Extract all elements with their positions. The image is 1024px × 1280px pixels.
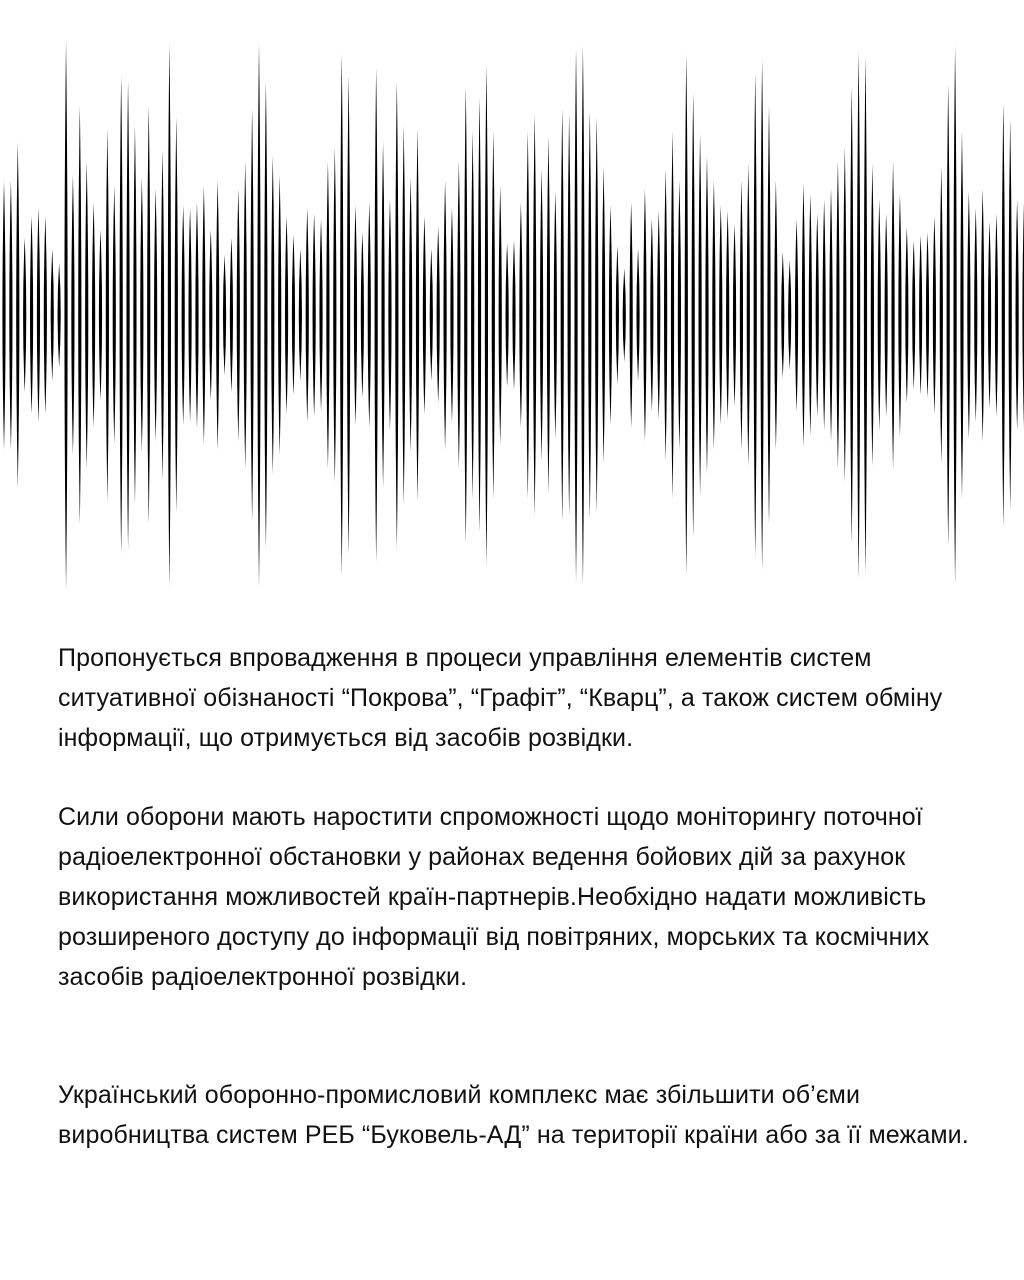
waveform-bar: [120, 76, 123, 555]
waveform-bar: [568, 114, 571, 516]
waveform-bar: [423, 216, 426, 414]
waveform-bar: [257, 43, 260, 588]
waveform-bar: [988, 222, 991, 409]
waveform-bar: [829, 189, 832, 442]
waveform-bar: [443, 180, 446, 450]
waveform-bar: [574, 48, 577, 582]
waveform-bar: [182, 205, 185, 425]
waveform-bar: [540, 169, 543, 461]
waveform-bar: [51, 249, 54, 381]
waveform-bar: [216, 180, 219, 450]
waveform-bar: [947, 84, 950, 546]
waveform-bar: [299, 249, 302, 381]
waveform-bar: [64, 40, 67, 590]
waveform-bar: [113, 186, 116, 445]
waveform-bar: [974, 208, 977, 423]
waveform-bar: [1009, 120, 1012, 511]
waveform-bar: [313, 213, 316, 417]
waveform-bar: [705, 156, 708, 475]
waveform-bar: [712, 180, 715, 450]
waveform-bar: [437, 227, 440, 403]
waveform-bar: [333, 147, 336, 483]
waveform-bar: [740, 180, 743, 450]
waveform-bar: [209, 230, 212, 401]
waveform-bar: [526, 131, 529, 500]
waveform-bar: [30, 216, 33, 414]
waveform-bar: [857, 51, 860, 579]
waveform-bar: [368, 202, 371, 428]
waveform-bar: [485, 65, 488, 566]
waveform-bar: [195, 202, 198, 428]
waveform-bar: [795, 219, 798, 412]
waveform-bar: [175, 117, 178, 513]
waveform-bar: [885, 213, 888, 417]
waveform-bar: [581, 46, 584, 585]
waveform-bar: [140, 178, 143, 453]
waveform-bar: [37, 208, 40, 423]
waveform-bar: [953, 46, 956, 585]
waveform-bar: [285, 216, 288, 414]
waveform-bar: [554, 191, 557, 439]
waveform-bar: [692, 92, 695, 538]
waveform-bar: [905, 227, 908, 403]
waveform-bar: [23, 238, 26, 392]
waveform-bar: [188, 208, 191, 423]
waveform-bar: [960, 131, 963, 500]
waveform-bar: [547, 136, 550, 494]
waveform-bar: [967, 191, 970, 439]
waveform-bar: [402, 125, 405, 505]
waveform-bar: [381, 142, 384, 489]
waveform-bar: [492, 131, 495, 500]
waveform-bar: [891, 161, 894, 469]
waveform-bar: [719, 205, 722, 425]
waveform-bar: [836, 161, 839, 469]
waveform-bar: [685, 54, 688, 577]
waveform-bar: [354, 205, 357, 425]
waveform-bar: [71, 175, 74, 456]
waveform-bar: [409, 178, 412, 453]
waveform-bar: [809, 194, 812, 436]
waveform-bar: [912, 241, 915, 390]
waveform-bar: [878, 200, 881, 431]
waveform-bar: [9, 180, 12, 450]
waveform-bar: [347, 76, 350, 555]
waveform-bar: [58, 263, 61, 368]
waveform-bar: [237, 189, 240, 442]
waveform-bar: [85, 161, 88, 469]
waveform-bar: [161, 150, 164, 480]
waveform-bar: [506, 244, 509, 387]
audio-waveform-icon: [0, 0, 1024, 620]
waveform-bar: [499, 186, 502, 445]
waveform-bar: [278, 175, 281, 456]
waveform-bar: [657, 211, 660, 420]
waveform-bar: [2, 180, 5, 450]
waveform-bar: [395, 81, 398, 549]
waveform-bar: [995, 213, 998, 417]
waveform-bar: [133, 125, 136, 505]
waveform-bar: [671, 131, 674, 500]
waveform-bar: [292, 235, 295, 395]
waveform-bar: [630, 202, 633, 428]
waveform-bar: [512, 241, 515, 390]
waveform-bar: [602, 167, 605, 464]
waveform-bar: [816, 213, 819, 417]
waveform-bar: [244, 161, 247, 469]
waveform-bar: [561, 109, 564, 522]
waveform-bar: [664, 169, 667, 461]
waveform-bar: [202, 186, 205, 445]
waveform-bar: [650, 219, 653, 412]
waveform-bar: [326, 161, 329, 469]
waveform-bar: [588, 112, 591, 519]
waveform-bar: [375, 68, 378, 563]
waveform-bar: [78, 106, 81, 524]
waveform-bar: [1002, 103, 1005, 527]
waveform-bar: [478, 98, 481, 533]
waveform-bar: [533, 114, 536, 516]
waveform-bar: [747, 164, 750, 467]
waveform-bar: [981, 189, 984, 442]
waveform-bar: [223, 255, 226, 376]
waveform-bar: [92, 202, 95, 428]
waveform-bar: [340, 54, 343, 577]
waveform-bar: [733, 224, 736, 406]
waveform-bar: [306, 208, 309, 423]
waveform-bar: [754, 73, 757, 557]
paragraph-defense-forces-monitoring: Сили оборони мають наростити спроможності щодо моніторингу поточної радіоелектронної обстановки у районах ведення бойових дій за рахунок використання можливостей країн-партнерів.Необхідно надати можливість розширеного доступу до інформації від повітряних, морських та космічних засобів радіоелектронної розвідки.: [58, 803, 930, 991]
waveform-bar: [361, 233, 364, 398]
waveform-bar: [843, 147, 846, 483]
waveform-bar: [864, 57, 867, 574]
waveform-bar: [457, 161, 460, 469]
paragraph-defense-industry-production: Український оборонно-промисловий комплекс має збільшити об’єми виробництва систем РЕБ “Буковель-АД” на території країни або за її межами.: [58, 1081, 969, 1149]
waveform-bar: [767, 106, 770, 524]
waveform-bar: [16, 142, 19, 489]
paragraph-situational-awareness: Пропонується впровадження в процеси управління елементів систем ситуативної обізнаності “Покрова”, “Графіт”, “Кварц”, а також систем обміну інформації, що отримується від засобів розвідки.: [58, 644, 943, 752]
waveform-bar: [636, 249, 639, 381]
waveform-bar: [781, 252, 784, 379]
waveform-bar: [416, 128, 419, 502]
waveform-bar: [698, 134, 701, 497]
waveform-bar: [264, 81, 267, 549]
waveform-bar: [271, 156, 274, 475]
waveform-bar: [761, 59, 764, 571]
waveform-bar: [823, 200, 826, 431]
waveform-bar: [802, 183, 805, 447]
waveform-bar: [471, 131, 474, 500]
waveform-bar: [126, 81, 129, 549]
waveform-bar: [850, 87, 853, 544]
waveform-bar: [388, 200, 391, 431]
waveform-bar: [106, 128, 109, 502]
waveform-bar: [147, 106, 150, 524]
waveform-bar: [616, 246, 619, 384]
waveform-bar: [99, 230, 102, 401]
waveform-bar: [430, 249, 433, 381]
waveform-bar: [464, 87, 467, 544]
waveform-bar: [44, 216, 47, 414]
waveform-bar: [609, 205, 612, 425]
waveform-bar: [678, 180, 681, 450]
waveform-bar: [919, 235, 922, 395]
waveform-bar: [168, 43, 171, 588]
waveform-bar: [623, 268, 626, 362]
waveform-bar: [926, 233, 929, 398]
waveform-bar: [643, 189, 646, 442]
waveform-bar: [154, 189, 157, 442]
waveform-bar: [788, 260, 791, 370]
waveform-bar: [319, 219, 322, 412]
waveform-bar: [230, 238, 233, 392]
waveform-bar: [933, 216, 936, 414]
waveform-bar: [898, 194, 901, 436]
waveform-bar: [251, 109, 254, 522]
waveform-bar: [519, 202, 522, 428]
waveform-bar: [595, 117, 598, 513]
waveform-bar: [726, 211, 729, 420]
waveform-bar: [871, 164, 874, 467]
waveform-bar: [1016, 200, 1019, 431]
waveform-bar: [940, 167, 943, 464]
waveform-bar: [774, 180, 777, 450]
waveform-bar: [450, 208, 453, 423]
